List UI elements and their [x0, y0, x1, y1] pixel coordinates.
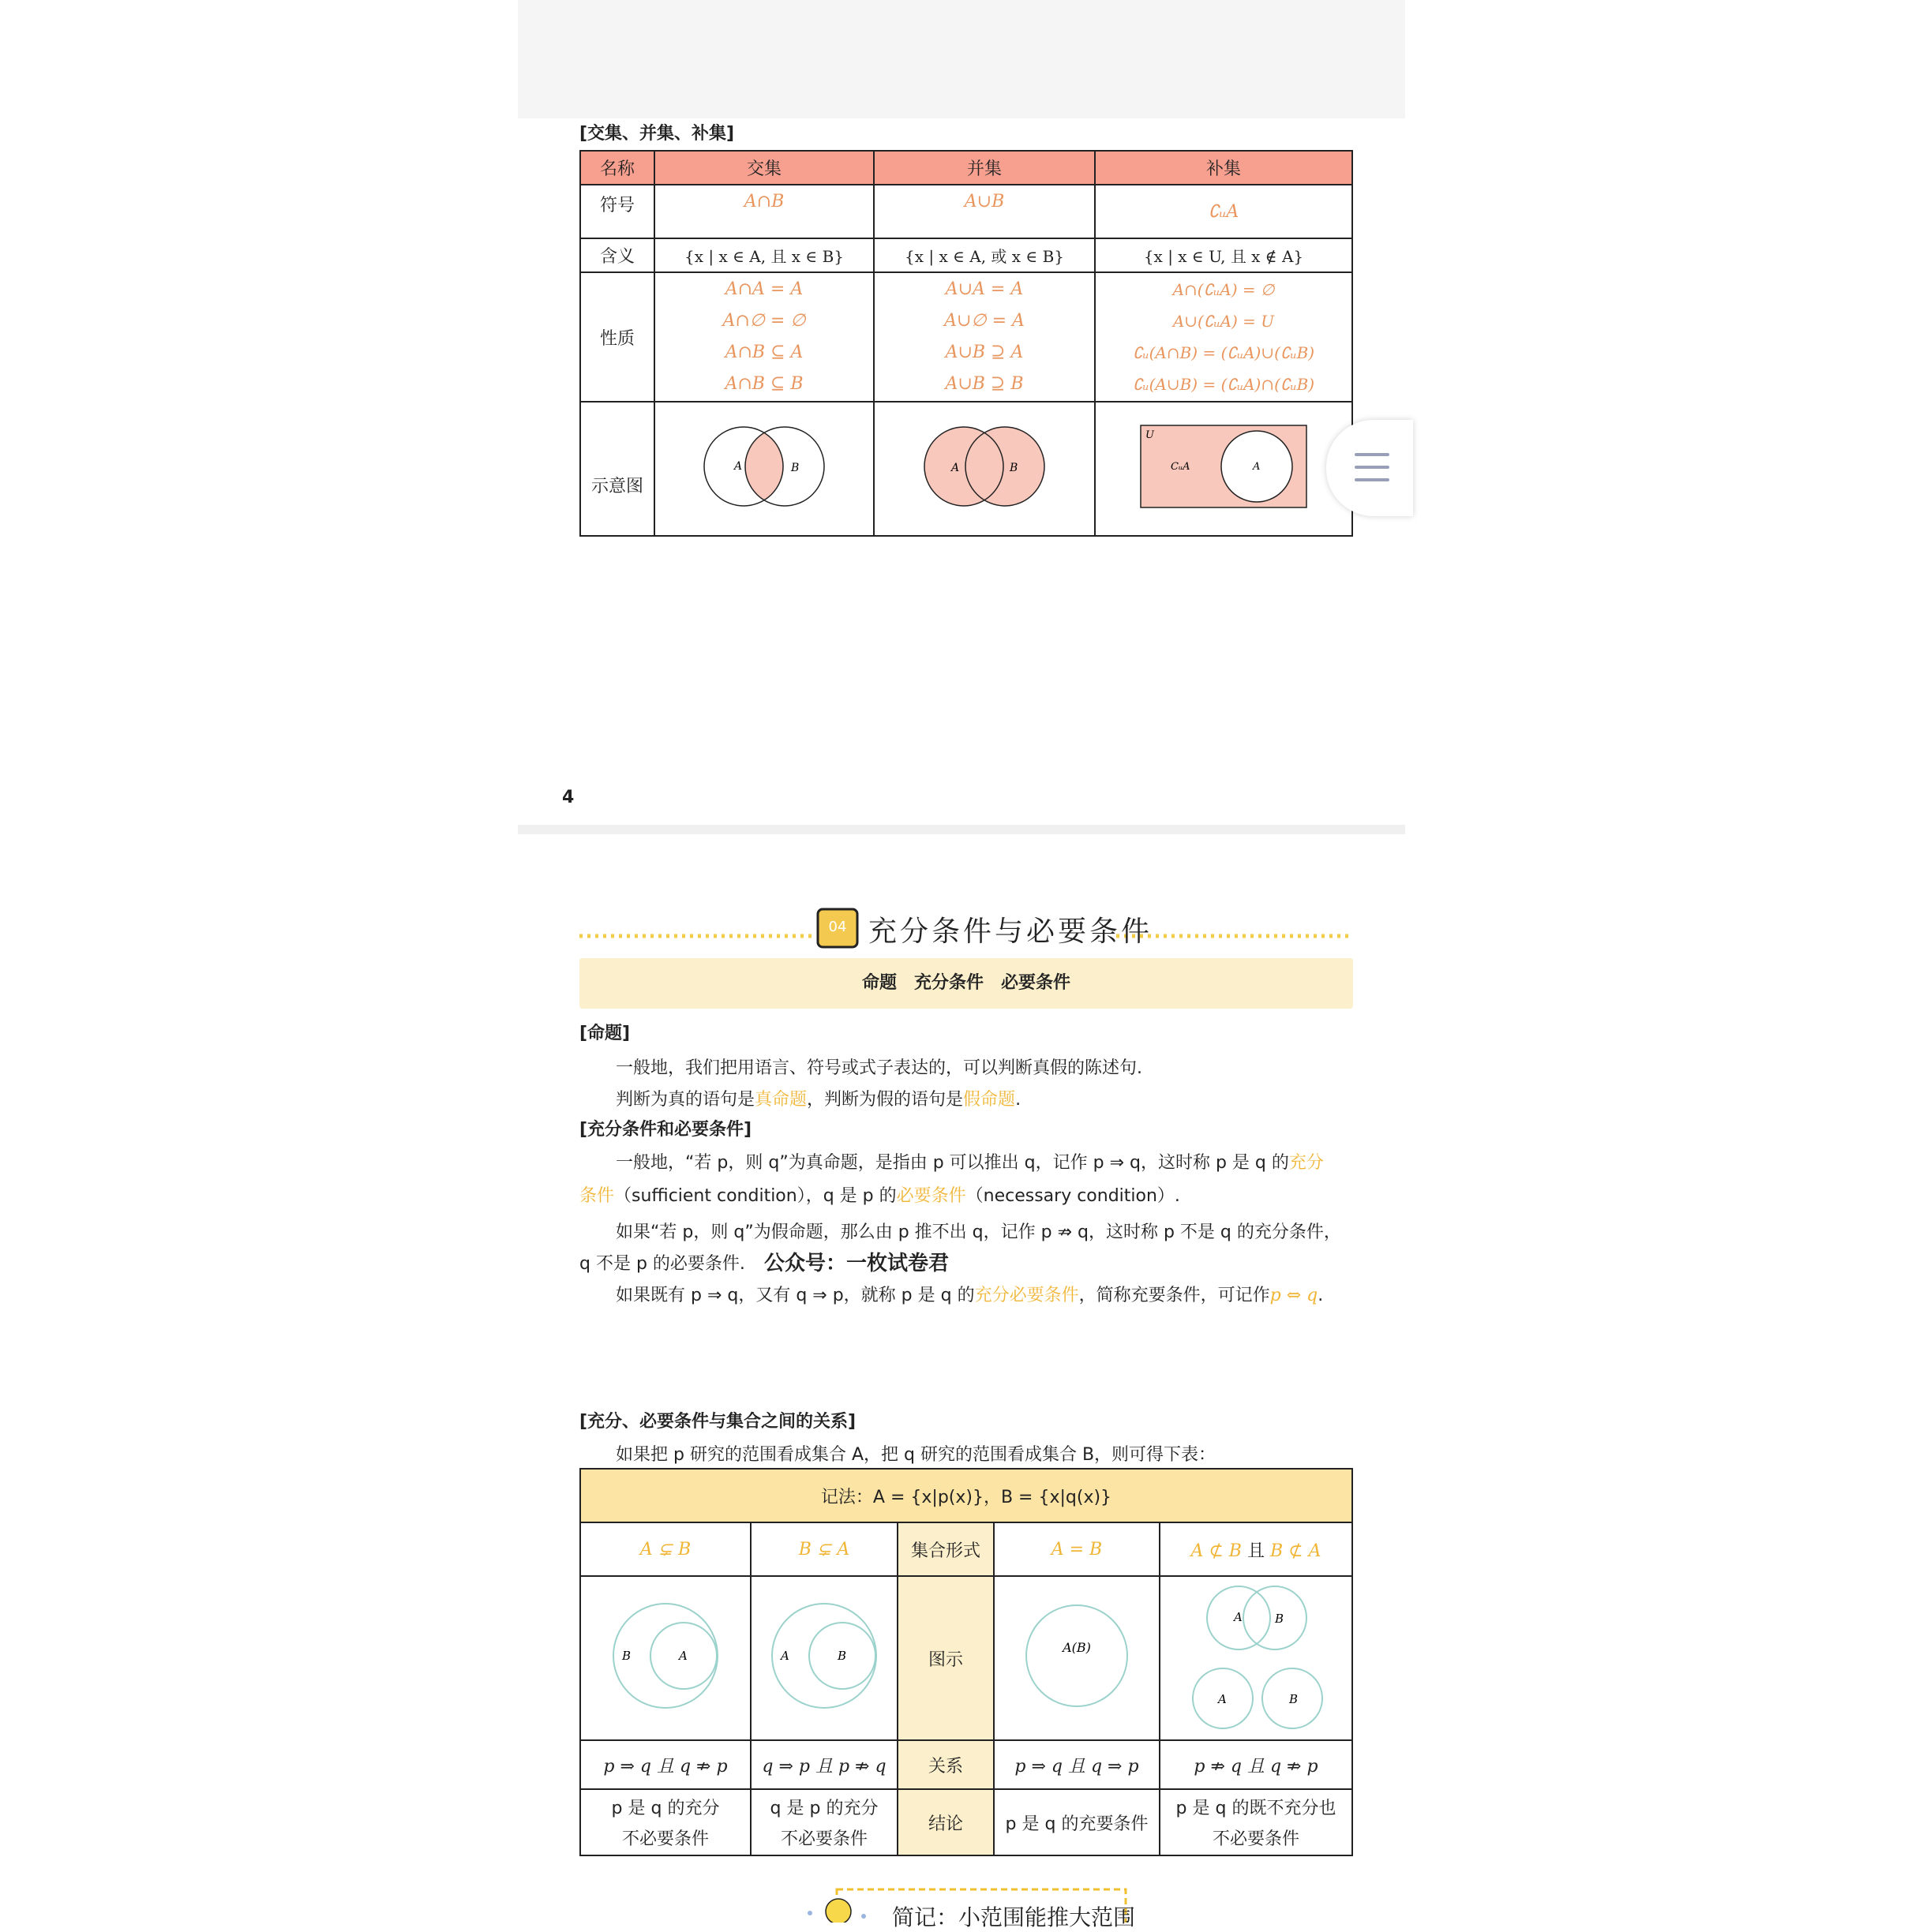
header-union: 并集	[874, 151, 1095, 185]
relation-1: p ⇒ q 且 q ⇏ p	[580, 1740, 751, 1789]
page-separator	[518, 825, 1405, 834]
row-label-relation: 关系	[898, 1740, 994, 1789]
chapter-badge: 04	[828, 919, 847, 935]
property-line: A∪A = A	[945, 279, 1024, 299]
section-title-sets-relation: [充分、必要条件与集合之间的关系]	[579, 1412, 857, 1432]
venn-label-cua: CᵤA	[1171, 461, 1190, 473]
header-complement: 补集	[1095, 151, 1352, 185]
label-b: B	[838, 1649, 847, 1663]
property-line: A∩B ⊆ B	[725, 374, 804, 394]
venn-label-a: A	[951, 462, 960, 474]
conclusion-3: p 是 q 的充要条件	[994, 1789, 1160, 1855]
property-line: A∩A = A	[725, 279, 804, 299]
diagram-equal	[994, 1576, 1160, 1740]
para-proposition-definition: 一般地，我们把用语言、符号或式子表达的，可以判断真假的陈述句.	[616, 1058, 1142, 1078]
venn-label-u: U	[1145, 429, 1154, 441]
diagram-a-in-b	[580, 1576, 751, 1740]
venn-label-b: B	[791, 462, 800, 474]
symbol-union: A∪B	[874, 185, 1095, 238]
circle-a-equals-b	[1018, 1597, 1136, 1715]
footer-note: 简记：小范围能推大范围	[892, 1904, 1136, 1930]
sun-doodle-icon	[808, 1899, 866, 1923]
diagram-b-in-a	[751, 1576, 898, 1740]
symbol-intersection: A∩B	[654, 185, 874, 238]
term-false-proposition: 假命题	[963, 1090, 1016, 1110]
label-a: A	[679, 1649, 688, 1663]
section-title-conditions: [充分条件和必要条件]	[579, 1120, 752, 1140]
page-number: 4	[562, 788, 575, 807]
para-sets-intro: 如果把 p 研究的范围看成集合 A，把 q 研究的范围看成集合 B，则可得下表：	[616, 1445, 1216, 1465]
header-intersection: 交集	[654, 151, 874, 185]
conclusion-line: 不必要条件	[780, 1829, 868, 1849]
row-label-symbol: 符号	[580, 185, 654, 238]
relation-4: p ⇏ q 且 q ⇏ p	[1160, 1740, 1352, 1789]
term-true-proposition: 真命题	[755, 1090, 808, 1110]
chapter-title: 充分条件与必要条件	[868, 915, 1153, 948]
row-label-conclusion: 结论	[898, 1789, 994, 1855]
conclusion-1	[580, 1789, 751, 1855]
property-line: ∁ᵤ(A∪B) = (∁ᵤA)∩(∁ᵤB)	[1132, 375, 1315, 394]
page-1-top-margin	[518, 0, 1405, 118]
venn-intersection	[685, 419, 843, 514]
circles-neither	[1177, 1577, 1335, 1735]
conclusion-2	[751, 1789, 898, 1855]
row-label-diagram2: 图示	[898, 1576, 994, 1740]
meaning-union: {x | x ∈ A, 或 x ∈ B}	[874, 238, 1095, 272]
conclusion-line: q 是 p 的充分	[770, 1799, 879, 1818]
para-false-implication-line2: q 不是 p 的必要条件.	[579, 1254, 745, 1274]
circles-a-in-b	[606, 1597, 725, 1715]
para-sufficient-line1: 一般地，“若 p，则 q”为真命题，是指由 p 可以推出 q，记作 p ⇒ q，这时称 p 是 q 的充分	[616, 1153, 1324, 1173]
section-title-proposition: [命题]	[579, 1024, 631, 1043]
diagram-union	[874, 402, 1095, 536]
row-label-form: 集合形式	[898, 1522, 994, 1576]
para-true-false: 判断为真的语句是真命题，判断为假的语句是假命题.	[616, 1090, 1021, 1110]
conclusion-4	[1160, 1789, 1352, 1855]
watermark-text: 公众号：一枚试卷君	[764, 1252, 950, 1275]
topic-banner: 命题 充分条件 必要条件	[579, 958, 1353, 1009]
conditions-sets-table	[579, 1468, 1353, 1856]
property-line: ∁ᵤ(A∩B) = (∁ᵤA)∪(∁ᵤB)	[1132, 343, 1315, 362]
property-line: A∩∅ = ∅	[722, 311, 806, 331]
label-a: A	[781, 1649, 789, 1663]
term-sufficient: 充分	[1288, 1153, 1324, 1173]
form-a-subset-b: A ⊊ B	[580, 1522, 751, 1576]
label-a: A	[1218, 1692, 1227, 1706]
relation-3: p ⇒ q 且 q ⇒ p	[994, 1740, 1160, 1789]
diagram-intersection	[654, 402, 874, 536]
label-b: B	[622, 1649, 632, 1663]
conclusion-line: 不必要条件	[621, 1829, 709, 1849]
properties-intersection	[654, 272, 874, 402]
label-b: B	[1289, 1692, 1299, 1706]
header-name: 名称	[580, 151, 654, 185]
symbol-complement: ∁ᵤA	[1095, 185, 1352, 238]
diagram-neither	[1160, 1576, 1352, 1740]
venn-complement	[1133, 419, 1314, 514]
para-iff: 如果既有 p ⇒ q，又有 q ⇒ p，就称 p 是 q 的充分必要条件，简称充要条件，可记作p ⇔ q.	[616, 1286, 1324, 1305]
conclusion-line: 不必要条件	[1212, 1829, 1299, 1849]
venn-label-a: A	[734, 460, 743, 473]
label-b: B	[1275, 1612, 1284, 1626]
property-line: A∪B ⊇ B	[945, 374, 1024, 394]
label-a: A	[1234, 1610, 1243, 1624]
meaning-intersection: {x | x ∈ A, 且 x ∈ B}	[654, 238, 874, 272]
conclusion-line: p 是 q 的既不充分也	[1175, 1799, 1336, 1818]
venn-label-a: A	[1253, 461, 1261, 473]
section-title-set-operations: [交集、并集、补集]	[579, 124, 735, 144]
label-ab: A(B)	[1063, 1640, 1091, 1655]
set-operations-table	[579, 150, 1353, 537]
term-iff: 充分必要条件	[974, 1286, 1079, 1305]
property-line: A∩(∁ᵤA) = ∅	[1172, 280, 1275, 299]
relation-2: q ⇒ p 且 p ⇏ q	[751, 1740, 898, 1789]
property-line: A∪(∁ᵤA) = U	[1172, 312, 1275, 331]
properties-union	[874, 272, 1095, 402]
para-sufficient-line2: 条件（sufficient condition），q 是 p 的必要条件（necessary condition）.	[579, 1186, 1180, 1206]
diagram-complement	[1095, 402, 1352, 536]
form-b-subset-a: B ⊊ A	[751, 1522, 898, 1576]
form-neither: A ⊄ B 且 B ⊄ A	[1160, 1522, 1352, 1576]
notation-row: 记法：A = {x|p(x)}，B = {x|q(x)}	[580, 1469, 1352, 1522]
meaning-complement: {x | x ∈ U, 且 x ∉ A}	[1095, 238, 1352, 272]
row-label-meaning: 含义	[580, 238, 654, 272]
row-label-property: 性质	[580, 272, 654, 402]
venn-label-b: B	[1010, 462, 1018, 474]
form-a-equals-b: A = B	[994, 1522, 1160, 1576]
venn-union	[905, 419, 1063, 514]
properties-complement	[1095, 272, 1352, 402]
para-false-implication-line1: 如果“若 p，则 q”为假命题，那么由 p 推不出 q，记作 p ⇏ q，这时称 p 不是 q 的充分条件，	[616, 1222, 1341, 1242]
floating-menu-button[interactable]	[1326, 420, 1413, 516]
property-line: A∪B ⊇ A	[945, 343, 1024, 362]
circles-b-in-a	[765, 1597, 883, 1715]
row-label-diagram: 示意图	[580, 402, 654, 536]
term-necessary: 必要条件	[896, 1186, 966, 1206]
property-line: A∩B ⊆ A	[725, 343, 804, 362]
property-line: A∪∅ = A	[944, 311, 1025, 331]
conclusion-line: p 是 q 的充分	[611, 1799, 720, 1818]
